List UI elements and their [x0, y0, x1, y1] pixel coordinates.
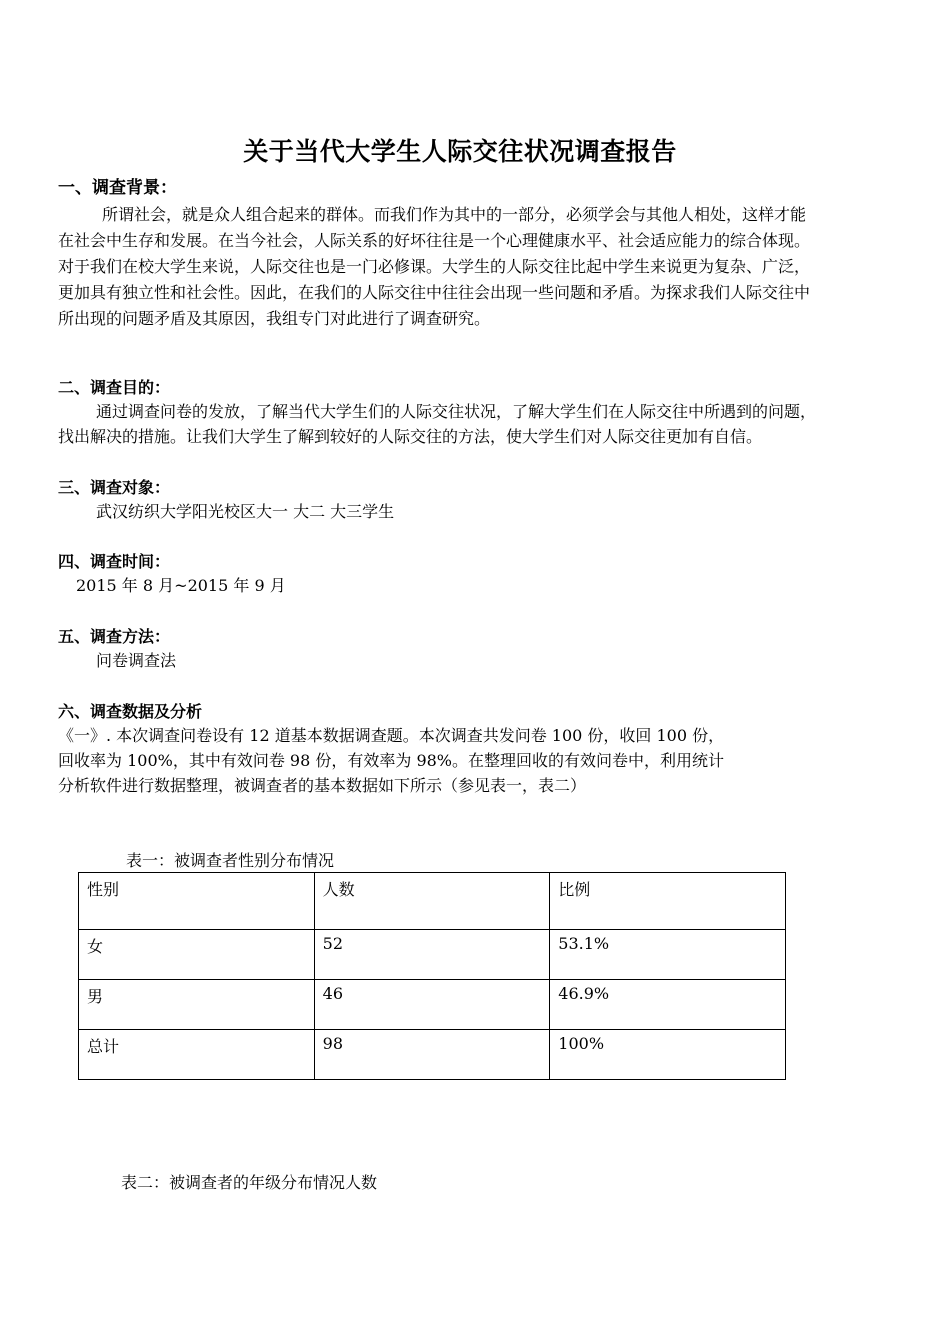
table-cell: 女: [79, 930, 315, 980]
method-heading: 五、调查方法：: [58, 627, 171, 646]
table1-caption: 表一：被调查者性别分布情况: [126, 851, 335, 870]
analysis-line-1: 《一》. 本次调查问卷设有 12 道基本数据调查题。本次调查共发问卷 100 份，收回 100 份，: [58, 726, 725, 745]
analysis-line-2: 回收率为 100%，其中有效问卷 98 份，有效率为 98%。在整理回收的有效问卷中，利用统计: [58, 751, 725, 770]
table-row: [79, 980, 786, 1030]
table-cell: 46.9%: [550, 980, 786, 1030]
background-heading: 一、调查背景：: [58, 178, 177, 198]
table-cell: 100%: [550, 1030, 786, 1080]
table-header-row: [79, 873, 786, 930]
report-title: 关于当代大学生人际交往状况调查报告: [243, 137, 677, 166]
table-row: [79, 930, 786, 980]
method-text: 问卷调查法: [96, 651, 177, 670]
purpose-heading: 二、调查目的：: [58, 378, 171, 397]
purpose-line-1: 通过调查问卷的发放，了解当代大学生们的人际交往状况，了解大学生们在人际交往中所遇到的问题，: [96, 402, 817, 421]
table2-caption: 表二：被调查者的年级分布情况人数: [121, 1173, 378, 1192]
background-paragraph: 所谓社会，就是众人组合起来的群体。而我们作为其中的一部分，必须学会与其他人相处，这样才能在社会中生存和发展。在当今社会，人际关系的好坏往往是一个心理健康水平、社会适应能力的综合体现。对于我们在校大学生来说，人际交往也是一门必修课。大学生的人际交往比起中学生来说更为复杂、广泛，更加具有独立性和社会性。因此，在我们的人际交往中往往会出现一些问题和矛盾。为探求我们人际交往中所出现的问题矛盾及其原因，我组专门对此进行了调查研究。: [58, 205, 811, 328]
time-heading: 四、调查时间：: [58, 552, 171, 571]
table-cell: 53.1%: [550, 930, 786, 980]
table-row: [79, 1030, 786, 1080]
purpose-line-2: 找出解决的措施。让我们大学生了解到较好的人际交往的方法，使大学生们对人际交往更加有自信。: [58, 427, 763, 446]
time-text: 2015 年 8 月~2015 年 9 月: [76, 576, 286, 595]
analysis-line-3: 分析软件进行数据整理，被调查者的基本数据如下所示（参见表一，表二）: [58, 776, 587, 795]
table-header-cell: 比例: [550, 873, 786, 930]
table-cell: 52: [314, 930, 550, 980]
table-cell: 46: [314, 980, 550, 1030]
table-header-cell: 性别: [79, 873, 315, 930]
table-header-cell: 人数: [314, 873, 550, 930]
gender-distribution-table: [78, 872, 786, 1080]
analysis-heading: 六、调查数据及分析: [58, 702, 203, 721]
subjects-text: 武汉纺织大学阳光校区大一 大二 大三学生: [96, 502, 395, 521]
table-cell: 男: [79, 980, 315, 1030]
table-cell: 98: [314, 1030, 550, 1080]
subjects-heading: 三、调查对象：: [58, 478, 171, 497]
table-cell: 总计: [79, 1030, 315, 1080]
